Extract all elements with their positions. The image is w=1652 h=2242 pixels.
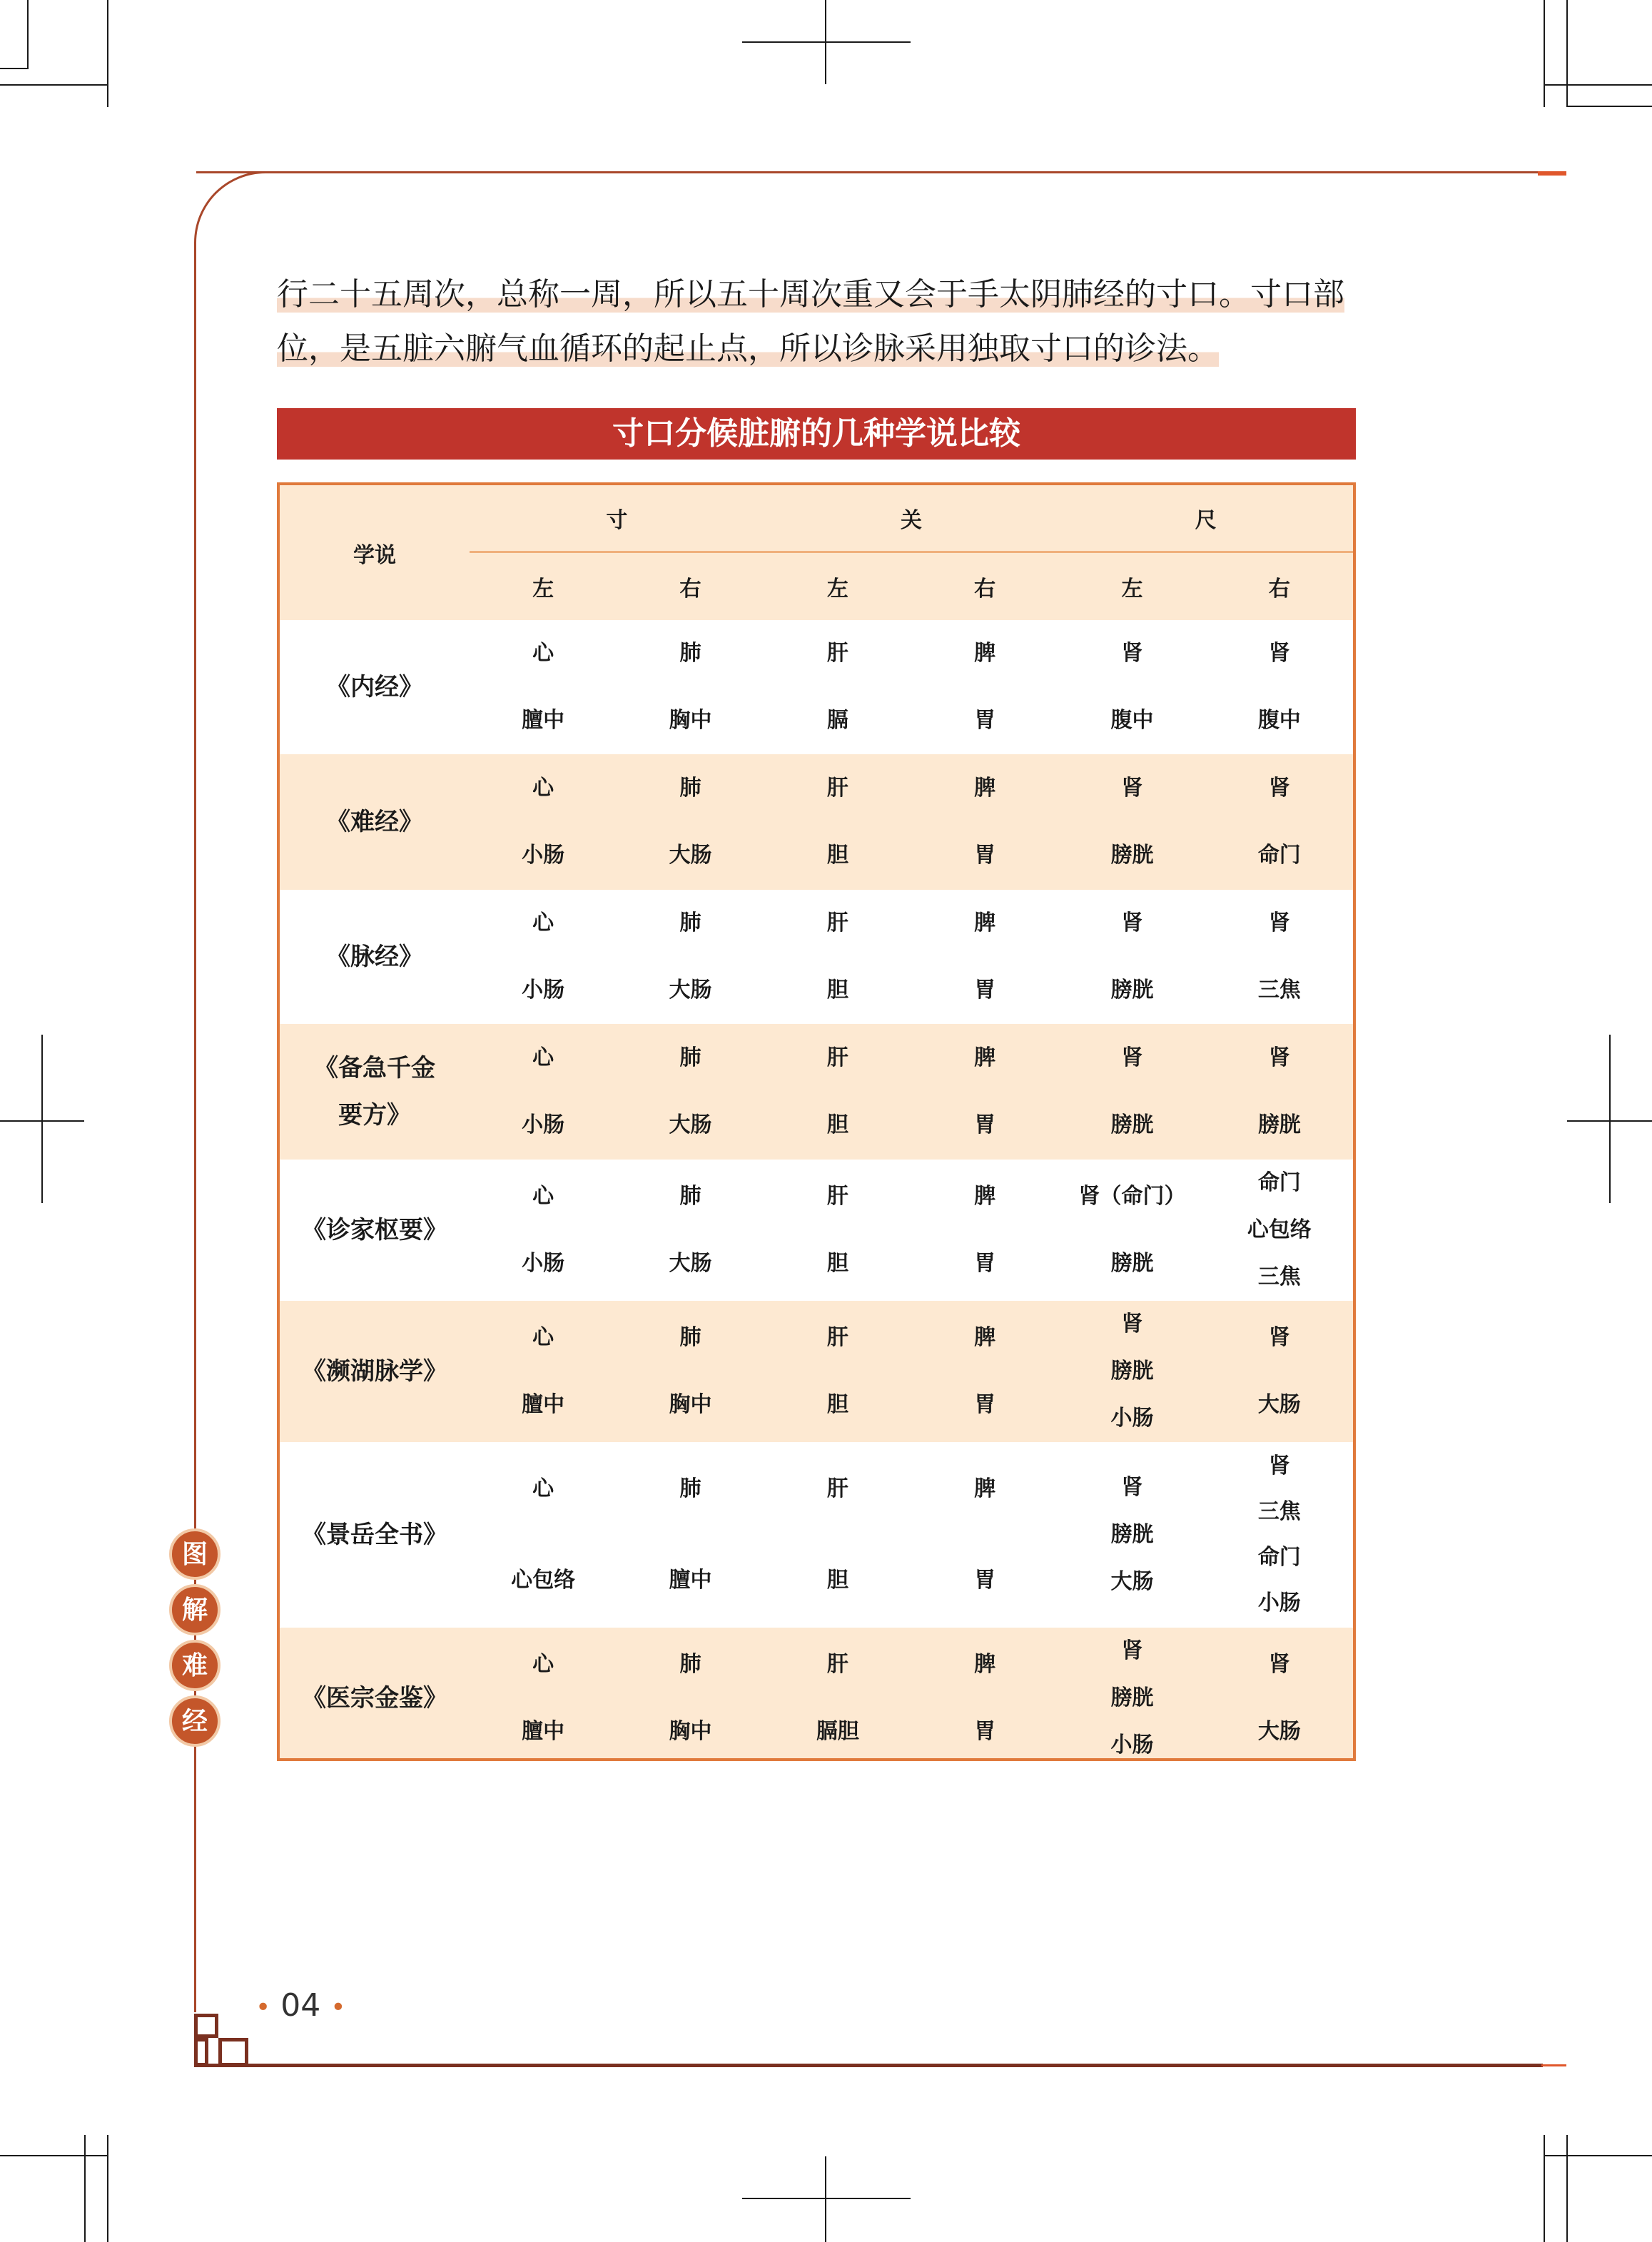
cell-text: 膀胱 (1110, 1685, 1154, 1710)
cell-text: 肝 (826, 1045, 848, 1070)
body-paragraph (277, 268, 1362, 376)
crop-mark (1544, 2135, 1545, 2242)
crop-mark (107, 2135, 108, 2242)
table-cell (764, 1301, 911, 1442)
table-cell (617, 890, 764, 1024)
table-cell (764, 1160, 911, 1301)
table-cell (764, 620, 911, 754)
table-cell (911, 890, 1058, 1024)
cell-text: 脾 (974, 641, 996, 666)
header-corner: 学说 (280, 485, 470, 620)
cell-text: 肝 (826, 1184, 848, 1209)
page-number (255, 1984, 345, 2028)
cell-text: 膀胱 (1110, 1522, 1154, 1547)
cell-text: 腹中 (1257, 708, 1301, 733)
cell-text: 小肠 (522, 978, 565, 1003)
cell-text: 心 (532, 1476, 554, 1501)
cell-text: 肾 (1268, 1652, 1290, 1677)
cell-text: 心 (532, 1184, 554, 1209)
table-cell (1206, 1628, 1353, 1761)
cell-text: 肺 (679, 1476, 701, 1501)
crop-mark (0, 68, 29, 69)
sidebar-title-badge: 经 (169, 1695, 221, 1747)
cell-text: 膀胱 (1110, 843, 1154, 868)
sidebar-line (194, 1734, 196, 2012)
header-side: 右 (911, 552, 1058, 621)
cell-text: 命门 (1257, 1545, 1301, 1570)
crop-mark (742, 41, 911, 43)
table-row (280, 890, 1353, 1024)
crop-mark (0, 84, 107, 86)
header-side: 左 (764, 552, 911, 621)
school-name: 《景岳全书》 (302, 1521, 447, 1549)
cell-text: 肾 (1268, 911, 1290, 935)
fret-ornament (194, 2014, 218, 2038)
cell-text: 心包络 (1247, 1217, 1312, 1242)
cell-text: 腹中 (1110, 708, 1154, 733)
cell-text: 心包络 (511, 1568, 576, 1593)
table-cell (470, 1628, 617, 1761)
table-row (280, 1442, 1353, 1628)
table-cell (470, 1442, 617, 1628)
table-cell (764, 1442, 911, 1628)
table-cell (1206, 1442, 1353, 1628)
cell-text: 胆 (826, 978, 848, 1003)
table-cell (911, 1160, 1058, 1301)
crop-mark (825, 2156, 826, 2242)
sidebar-title-badge: 图 (169, 1528, 221, 1580)
cell-text: 膻中 (522, 1719, 565, 1744)
crop-mark (1544, 0, 1545, 107)
cell-text: 膻中 (522, 708, 565, 733)
cell-text: 胃 (974, 1719, 996, 1744)
crop-mark (84, 2135, 86, 2242)
cell-text: 肾（命门） (1078, 1184, 1186, 1209)
cell-text: 肾 (1121, 641, 1143, 666)
cell-text: 小肠 (522, 1251, 565, 1276)
cell-text: 肝 (826, 1325, 848, 1350)
cell-text: 小肠 (1257, 1591, 1301, 1615)
cell-text: 大肠 (1257, 1719, 1301, 1744)
page-frame-bottom-accent (1541, 2064, 1566, 2066)
table-cell (1058, 1628, 1205, 1761)
cell-text: 胃 (974, 978, 996, 1003)
cell-text: 大肠 (669, 843, 712, 868)
comparison-table (277, 482, 1356, 1761)
table-cell (470, 1301, 617, 1442)
cell-text: 大肠 (669, 1251, 712, 1276)
table-cell (1058, 1442, 1205, 1628)
table-row (280, 1024, 1353, 1160)
table-cell (617, 1442, 764, 1628)
table-cell (1206, 1160, 1353, 1301)
cell-text: 膀胱 (1110, 1359, 1154, 1384)
table-header-row (280, 485, 1353, 552)
school-name: 《濒湖脉学》 (280, 1301, 470, 1442)
cell-text: 脾 (974, 776, 996, 801)
cell-text: 胸中 (669, 1719, 712, 1744)
cell-text: 胃 (974, 708, 996, 733)
crop-mark (1544, 2155, 1652, 2156)
cell-text: 膀胱 (1110, 1112, 1154, 1137)
paragraph-line: 位，是五脏六腑气血循环的起止点，所以诊脉采用独取寸口的诊法。 (277, 330, 1219, 367)
cell-text: 膀胱 (1257, 1112, 1301, 1137)
fret-ornament (218, 2038, 248, 2066)
crop-mark (1566, 106, 1652, 107)
page-number-text: 04 (280, 1987, 321, 2024)
cell-text: 胆 (826, 1251, 848, 1276)
cell-text: 肾 (1268, 1325, 1290, 1350)
crop-mark (1544, 84, 1652, 86)
cell-text: 肾 (1268, 641, 1290, 666)
crop-mark (1566, 2135, 1568, 2242)
header-group: 尺 (1058, 485, 1353, 552)
cell-text: 膀胱 (1110, 1251, 1154, 1276)
school-name: 《医宗金鉴》 (280, 1628, 470, 1761)
cell-text: 肺 (679, 776, 701, 801)
cell-text: 脾 (974, 1184, 996, 1209)
cell-text: 胸中 (669, 708, 712, 733)
cell-text: 脾 (974, 1325, 996, 1350)
cell-text: 肺 (679, 1045, 701, 1070)
page-frame-top (196, 171, 1566, 173)
table-cell (1206, 1301, 1353, 1442)
cell-text: 小肠 (522, 843, 565, 868)
cell-text: 肾 (1121, 1045, 1143, 1070)
cell-text: 大肠 (669, 978, 712, 1003)
table-cell (764, 1024, 911, 1160)
cell-text: 肝 (826, 776, 848, 801)
cell-text: 大肠 (669, 1112, 712, 1137)
header-group: 寸 (470, 485, 764, 552)
table-row (280, 1301, 1353, 1442)
cell-text: 胃 (974, 1112, 996, 1137)
fret-ornament (194, 2038, 208, 2066)
cell-text: 命门 (1257, 843, 1301, 868)
school-name-line: 《备急千金 (314, 1054, 435, 1082)
cell-text: 脾 (974, 911, 996, 935)
crop-mark (1566, 0, 1568, 107)
cell-text: 大肠 (1257, 1392, 1301, 1417)
cell-text: 小肠 (1110, 1406, 1154, 1431)
crop-mark (0, 1120, 84, 1122)
cell-text: 肾 (1268, 1454, 1290, 1478)
cell-text: 肾 (1121, 1638, 1143, 1663)
table-cell (764, 890, 911, 1024)
table-row (280, 754, 1353, 890)
page-frame-corner (194, 171, 273, 250)
cell-text: 脾 (974, 1652, 996, 1677)
sidebar-title-badge: 解 (169, 1584, 221, 1635)
table-cell (1058, 620, 1205, 754)
cell-text: 心 (532, 911, 554, 935)
cell-text: 肺 (679, 911, 701, 935)
table-cell (764, 754, 911, 890)
table-row (280, 1160, 1353, 1301)
paragraph-line: 行二十五周次，总称一周，所以五十周次重又会于手太阴肺经的寸口。寸口部 (277, 276, 1344, 313)
crop-mark (27, 0, 29, 68)
cell-text: 心 (532, 1652, 554, 1677)
table-row (280, 620, 1353, 754)
cell-text: 脾 (974, 1045, 996, 1070)
cell-text: 膻中 (522, 1392, 565, 1417)
table-cell (617, 754, 764, 890)
table-cell (1058, 1024, 1205, 1160)
cell-text: 肝 (826, 641, 848, 666)
bullet-icon: • (330, 1993, 346, 2022)
table-cell (911, 1628, 1058, 1761)
page-frame-accent (1538, 171, 1566, 176)
table-cell (1058, 1160, 1205, 1301)
crop-mark (107, 0, 108, 107)
table-cell (1058, 1301, 1205, 1442)
header-side: 右 (617, 552, 764, 621)
crop-mark (1567, 1120, 1652, 1122)
table-cell (470, 620, 617, 754)
cell-text: 肾 (1268, 1045, 1290, 1070)
cell-text: 胆 (826, 1392, 848, 1417)
cell-text: 心 (532, 641, 554, 666)
crop-mark (1609, 1035, 1611, 1203)
cell-text: 三焦 (1257, 1499, 1301, 1524)
school-name (280, 1024, 470, 1160)
cell-text: 肺 (679, 1184, 701, 1209)
table-cell (617, 1301, 764, 1442)
cell-text: 小肠 (1110, 1733, 1154, 1757)
cell-text: 膀胱 (1110, 978, 1154, 1003)
table-cell (617, 620, 764, 754)
cell-text: 胃 (974, 1251, 996, 1276)
cell-text: 肾 (1268, 776, 1290, 801)
cell-text: 胃 (974, 1392, 996, 1417)
table-cell (470, 1160, 617, 1301)
cell-text: 肝 (826, 911, 848, 935)
school-name: 《难经》 (280, 754, 470, 890)
table-row (280, 1628, 1353, 1761)
cell-text: 心 (532, 1045, 554, 1070)
table-cell (470, 754, 617, 890)
cell-text: 胃 (974, 843, 996, 868)
sidebar-title-badge: 难 (169, 1640, 221, 1691)
page-frame-bottom (194, 2064, 1543, 2067)
cell-text: 三焦 (1257, 1264, 1301, 1289)
school-name-line: 要方》 (338, 1101, 411, 1130)
table-cell (911, 1024, 1058, 1160)
cell-text: 肺 (679, 1325, 701, 1350)
table-cell (911, 1442, 1058, 1628)
cell-text: 肝 (826, 1476, 848, 1501)
cell-text: 膈胆 (816, 1719, 859, 1744)
cell-text: 肾 (1121, 1475, 1143, 1500)
cell-text: 肺 (679, 641, 701, 666)
table-cell (1206, 1024, 1353, 1160)
table-cell (1206, 890, 1353, 1024)
cell-text: 胆 (826, 1568, 848, 1593)
cell-text: 胸中 (669, 1392, 712, 1417)
table-cell (617, 1628, 764, 1761)
header-side: 右 (1206, 552, 1353, 621)
cell-text: 胆 (826, 1112, 848, 1137)
table-cell (1206, 754, 1353, 890)
school-name: 《内经》 (326, 673, 423, 701)
cell-text: 膈 (826, 708, 848, 733)
header-side: 左 (1058, 552, 1205, 621)
cell-text: 胆 (826, 843, 848, 868)
cell-text: 脾 (974, 1476, 996, 1501)
crop-mark (742, 2198, 911, 2199)
cell-text: 肾 (1121, 776, 1143, 801)
table-cell (617, 1160, 764, 1301)
cell-text: 肾 (1121, 911, 1143, 935)
cell-text: 膻中 (669, 1568, 712, 1593)
table-cell (617, 1024, 764, 1160)
cell-text: 胃 (974, 1568, 996, 1593)
table-title-banner: 寸口分候脏腑的几种学说比较 (277, 408, 1356, 460)
table-cell (1058, 890, 1205, 1024)
header-side: 左 (470, 552, 617, 621)
table-cell (911, 620, 1058, 754)
cell-text: 三焦 (1257, 978, 1301, 1003)
table-cell (1206, 620, 1353, 754)
school-name: 《诊家枢要》 (302, 1216, 447, 1244)
cell-text: 肾 (1121, 1312, 1143, 1336)
header-group: 关 (764, 485, 1059, 552)
cell-text: 小肠 (522, 1112, 565, 1137)
table-cell (470, 890, 617, 1024)
crop-mark (0, 2155, 107, 2156)
crop-mark (41, 1035, 43, 1203)
cell-text: 心 (532, 1325, 554, 1350)
cell-text: 大肠 (1110, 1569, 1154, 1594)
bullet-icon: • (255, 1993, 271, 2022)
cell-text: 心 (532, 776, 554, 801)
table-cell (911, 754, 1058, 890)
school-name: 《脉经》 (326, 943, 423, 971)
table-cell (1058, 754, 1205, 890)
cell-text: 命门 (1257, 1170, 1301, 1195)
table-cell (764, 1628, 911, 1761)
cell-text: 肺 (679, 1652, 701, 1677)
table-cell (470, 1024, 617, 1160)
table-cell (911, 1301, 1058, 1442)
cell-text: 肝 (826, 1652, 848, 1677)
